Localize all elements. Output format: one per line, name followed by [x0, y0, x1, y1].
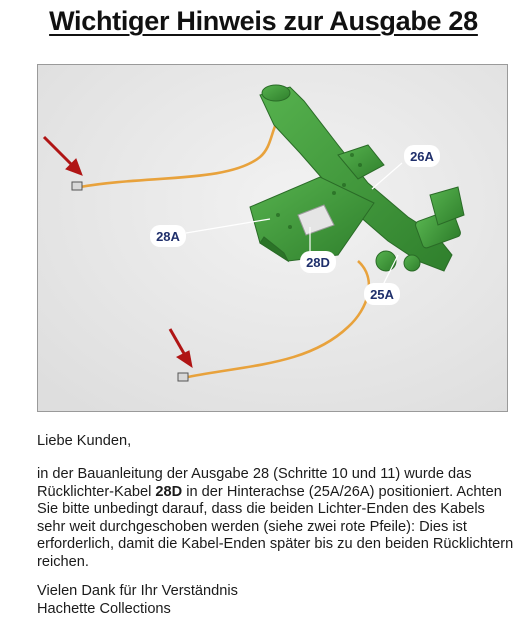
label-26a: 26A	[410, 149, 434, 164]
greeting: Liebe Kunden,	[37, 433, 132, 449]
paragraph-part-2: in der Hinterachse (25A/26A) positioniert. Achten Sie bitte unbedingt darauf, dass die beiden Lichter-Enden des Kabels sehr weit durchgeschoben werden (siehe zwei rote Pfeile): Dies ist erforderlich, damit die Kabel-Enden später bis zu den beiden Rücklichtern reichen.	[37, 483, 514, 570]
signature: Hachette Collections	[37, 601, 171, 617]
title-text: Wichtiger Hinweis zur Ausgabe 28	[49, 6, 478, 36]
page-title	[0, 6, 527, 37]
thanks-line: Vielen Dank für Ihr Verständnis	[37, 583, 238, 599]
label-28d: 28D	[306, 255, 330, 270]
cable-part-number: 28D	[155, 483, 183, 500]
assembly-illustration	[38, 65, 508, 412]
notice-paragraph	[37, 466, 517, 572]
paragraph-part-1: in der Bauanleitung der Ausgabe 28 (Schritte 10 und 11) wurde das Rücklichter-Kabel	[37, 466, 472, 500]
label-25a: 25A	[370, 287, 394, 302]
assembly-photo	[37, 64, 508, 412]
label-28a: 28A	[156, 229, 180, 244]
